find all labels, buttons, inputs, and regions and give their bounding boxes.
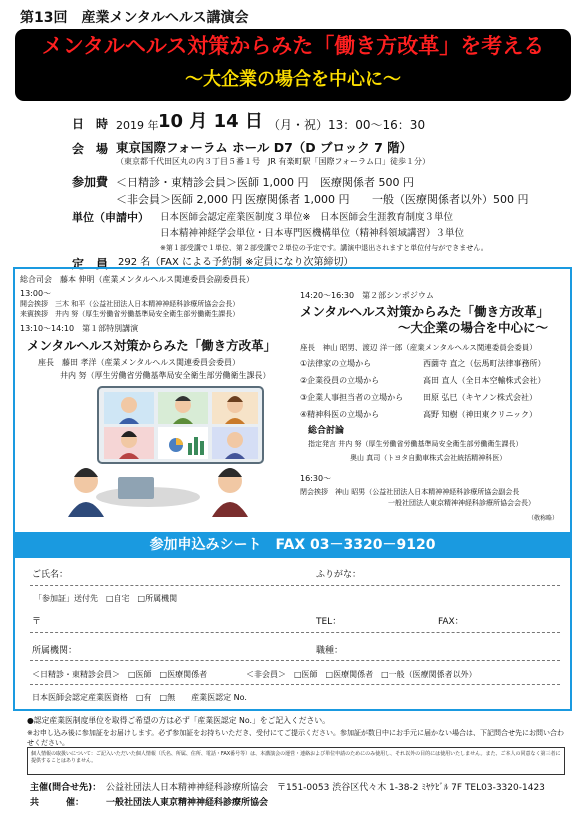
general-chair: 総合司会 藤本 伸明（産業メンタルヘルス関連委員会副委員長） (20, 275, 254, 284)
guest-remarks: 来賓挨拶 井内 努（厚生労働省労働基準局安全衛生部労働衛生課長） (20, 310, 240, 318)
credit-label: 単位（申請中） (72, 211, 149, 224)
speaker-role: ④精神科医の立場から (300, 410, 380, 419)
capacity: 292 名（FAX による予約制 ※定員になり次第締切） (118, 257, 354, 268)
speaker-role: ③企業人事担当者の立場から (300, 393, 404, 402)
capacity-label: 定 員 (72, 257, 109, 271)
closing-remarks-2: 一般社団法人東京精神神経科診療所協会会長） (388, 499, 535, 507)
industrial-physician-option[interactable]: 日本医師会認定産業医資格 □有 □無 産業医認定 No. (32, 693, 247, 702)
series-label: 第13回 産業メンタルヘルス講演会 (20, 10, 249, 26)
speaker-role: ②企業役員の立場から (300, 376, 380, 385)
organizer-contact: 公益社団法人日本精神神経科診療所協会 〒151-0053 渋谷区代々木 1-38-2 ﾐﾔｹﾋﾞﾙ 7F TEL03-3320-1423 (106, 783, 545, 793)
discussion-speaker-1: 指定発言 井内 努（厚生労働省労働基準局安全衛生部労働衛生課長） (308, 440, 523, 448)
lecture-title: メンタルヘルス対策からみた「働き方改革」 (27, 338, 277, 353)
time-1630: 16:30～ (300, 474, 332, 483)
credit-note: ●認定産業医制度単位を取得ご希望の方は必ず「産業医認定 No.」をご記入ください。 (27, 716, 330, 725)
lecture-chair: 座長 藤田 孝洋（産業メンタルヘルス関連委員会委員） (38, 358, 240, 367)
honorific-note: （敬称略） (528, 515, 559, 522)
symposium-subtitle: ～大企業の場合を中心に～ (398, 320, 549, 335)
organizer-label: 主催(問合せ先)： (30, 783, 102, 793)
date-big: 10 月 14 日 (158, 111, 263, 132)
venue: 東京国際フォーラム ホール D7（D ブロック 7 階） (116, 140, 413, 155)
date-year: 2019 年 (116, 119, 159, 132)
date-time: （月・祝）13：00～16：30 (268, 118, 426, 132)
time-part2: 14:20～16:30 第２部シンポジウム (300, 291, 434, 300)
speaker-name: 西薗寺 直之（伝馬町法律事務所） (423, 359, 546, 368)
speaker-name: 高田 直人（全日本空輸株式会社） (423, 376, 546, 385)
time-part1: 13:10～14:10 第１部特別講演 (20, 324, 139, 333)
organization-field[interactable] (80, 642, 310, 656)
speaker-name: 高野 知樹（神田東クリニック） (423, 410, 538, 419)
tel-field[interactable] (340, 613, 435, 627)
speaker-name: 田原 弘巳（キヤノン株式会社） (423, 393, 538, 402)
discussion-label: 総合討論 (308, 426, 345, 436)
fee-nonmember-staff: 医療関係者 1,000 円 (245, 193, 350, 206)
cohost-label: 共 催： (30, 798, 85, 808)
venue-label: 会 場 (72, 142, 109, 156)
subtitle: ～大企業の場合を中心に～ (185, 69, 401, 90)
organization-label: 所属機関： (32, 646, 78, 656)
zip-label: 〒 (32, 617, 42, 627)
fax-field[interactable] (462, 613, 560, 627)
job-field[interactable] (345, 642, 560, 656)
credit-line2: 日本精神神経学会単位・日本専門医機構単位（精神科領域講習）３単位 (160, 228, 465, 239)
credit-note: ※第１部受講で１単位、第２部受講で２単位の予定です。講演中退出されますと単位付与ができません。 (160, 244, 488, 252)
address-field[interactable] (44, 613, 304, 627)
meeting-illustration (58, 385, 272, 517)
cohost: 一般社団法人東京精神神経科診療所協会 (106, 798, 269, 808)
lecture-speaker: 井内 努（厚生労働省労働基準局安全衛生部労働衛生課長） (60, 371, 271, 380)
date-label: 日 時 (72, 117, 109, 131)
speaker-role: ①法律家の立場から (300, 359, 372, 368)
symposium-title: メンタルヘルス対策からみた「働き方改革」 (300, 304, 550, 319)
form-title: 参加申込みシート FAX 03－3320－9120 (149, 537, 436, 553)
name-field[interactable] (80, 566, 310, 580)
member-type-option[interactable]: ＜日精診・東精診会員＞ □医師 □医療関係者 (32, 670, 208, 679)
address: （東京都千代田区丸の内３丁目５番１号 JR 有楽町駅「国際フォーラム口」徒歩１分） (116, 157, 430, 166)
fee-general: 一般（医療関係者以外）500 円 (372, 193, 529, 206)
furigana-field[interactable] (360, 566, 560, 580)
participation-note: ※お申し込み後に参加証をお届けします。必ず参加証をお持ちいただき、受付にてご提示ください。参加証が数日中にお手元に届かない場合は、下記問合せ先にお問い合わせください。 (27, 729, 565, 747)
opening-remarks: 開会挨拶 三木 和平（公益社団法人日本精神神経科診療所協会会長） (20, 300, 240, 308)
fee-label: 参加費 (72, 175, 109, 189)
fee-member-doctor: ＜日精診・東精診会員＞医師 1,000 円 (116, 176, 309, 189)
privacy-text: 個人情報の取扱いについて：ご記入いただいた個人情報（氏名、所属、住所、電話・FAX番号等）は、本講演会の運営・連絡および単位申請のためにのみ使用し、それ以外の目的には使用いたしません。また、ご本人の同意なく第三者に提供することはありません。 (31, 751, 561, 764)
main-title: メンタルヘルス対策からみた「働き方改革」を考える (41, 34, 545, 58)
symposium-chair: 座長 神山 昭男、渡辺 洋一郎（産業メンタルヘルス関連委員会委員） (300, 343, 537, 352)
credit-line1: 日本医師会認定産業医制度３単位※ 日本医師会生涯教育制度３単位 (160, 212, 453, 223)
fax-label: FAX： (438, 617, 464, 627)
furigana-label: ふりがな： (316, 570, 362, 580)
fee-member-staff: 医療関係者 500 円 (320, 176, 414, 189)
title-banner (15, 29, 571, 101)
send-to-option[interactable]: 「参加証」送付先 □自宅 □所属機関 (34, 594, 178, 603)
discussion-speaker-2: 奥山 真司（トヨタ自動車株式会社統括精神科医） (350, 454, 507, 462)
privacy-box (27, 747, 565, 775)
physician-number-field[interactable] (250, 690, 450, 703)
closing-remarks: 閉会挨拶 神山 昭男（公益社団法人日本精神神経科診療所協会副会長 (300, 488, 520, 496)
application-form (13, 558, 572, 711)
nonmember-type-option[interactable]: ＜非会員＞ □医師 □医療関係者 □一般（医療関係者以外） (246, 670, 477, 679)
job-label: 職種： (316, 646, 344, 656)
time-1300: 13:00～ (20, 289, 52, 298)
tel-label: TEL： (316, 617, 342, 627)
name-label: ご氏名： (32, 570, 69, 580)
form-header (13, 532, 572, 558)
fee-nonmember-doctor: ＜非会員＞医師 2,000 円 (116, 193, 243, 206)
